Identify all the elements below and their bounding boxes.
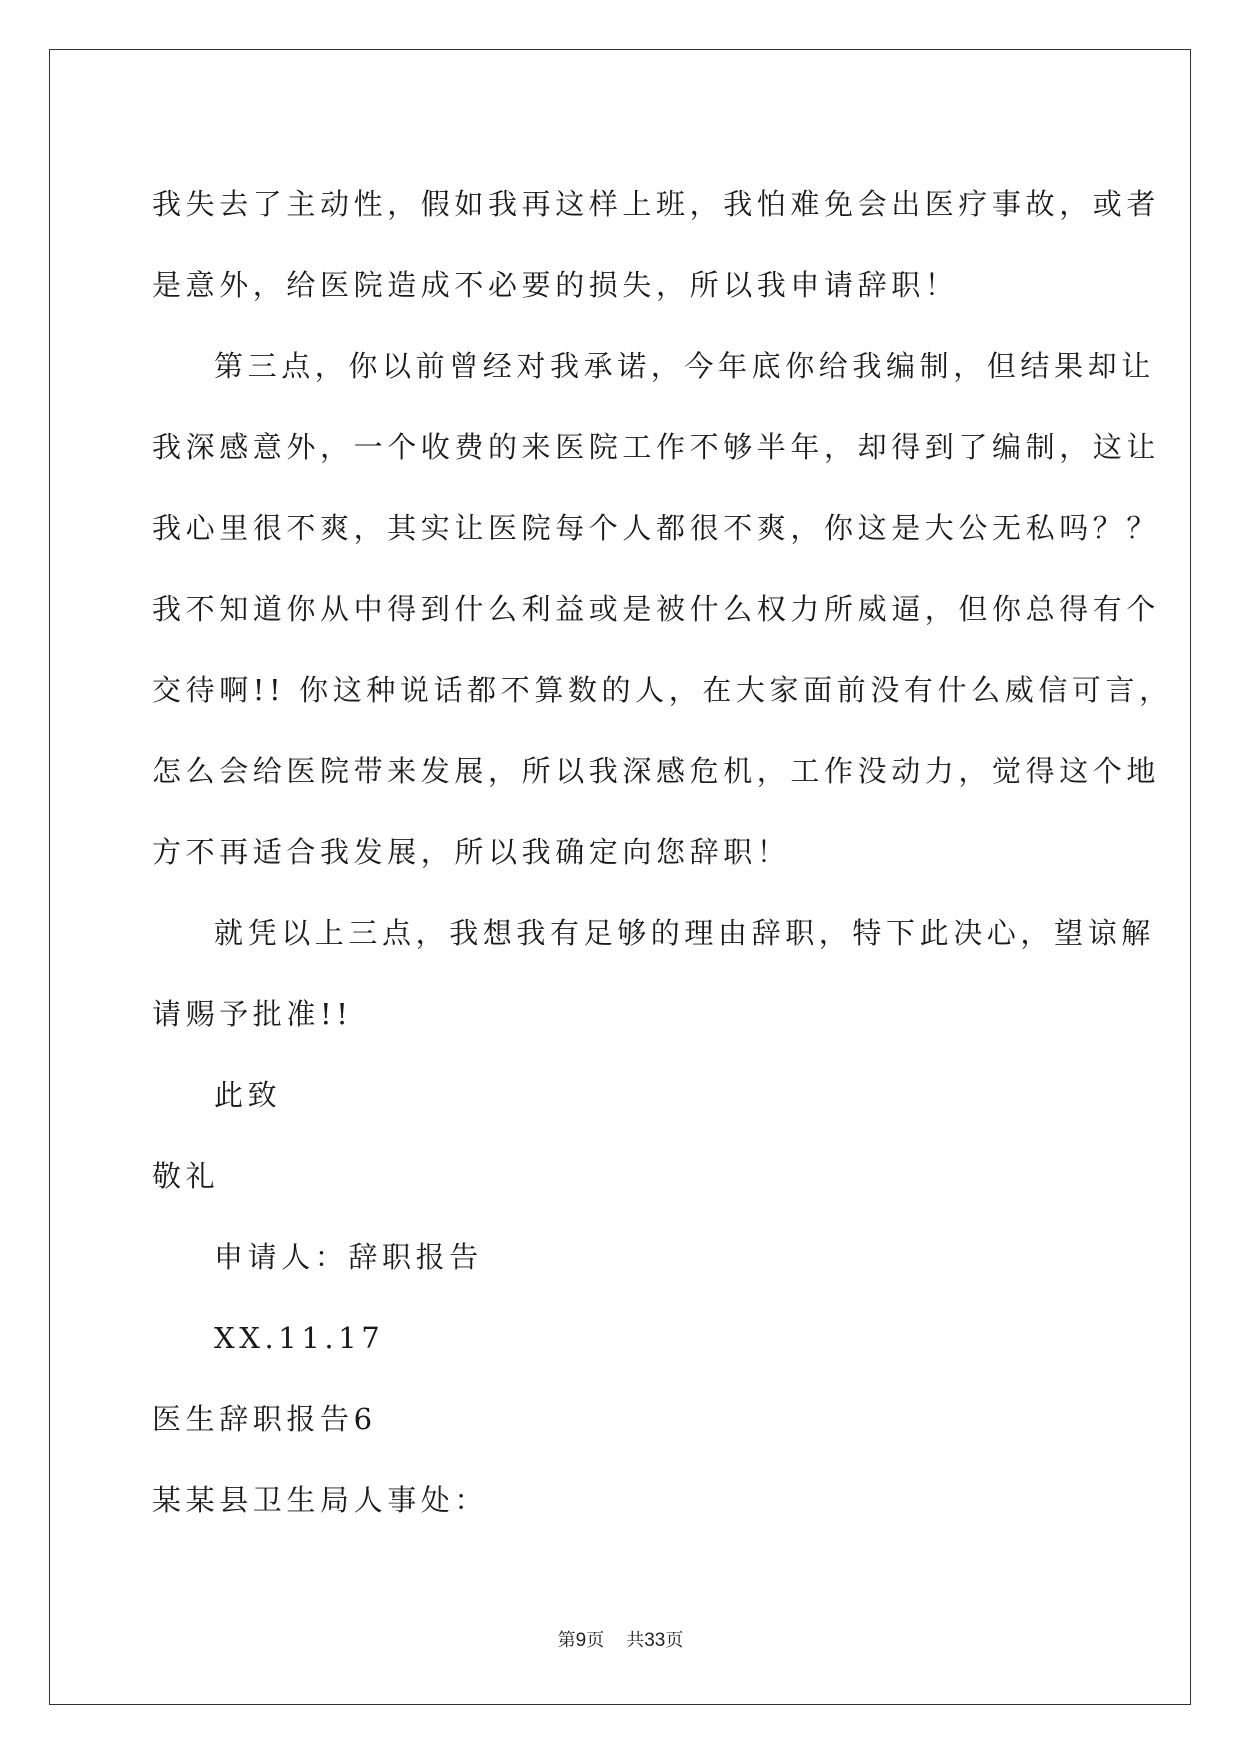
paragraph-line: 方不再适合我发展，所以我确定向您辞职！ [152,835,791,869]
closing-regards: 敬礼 [152,1159,220,1193]
paragraph-line: 请赐予批准!! [152,997,353,1031]
page-total: 33 [644,1630,666,1651]
paragraph-line: 第三点，你以前曾经对我承诺，今年底你给我编制，但结果却让 [214,349,1155,383]
signature-date: XX.11.17 [214,1321,385,1355]
document-body [152,164,1173,1541]
paragraph-line: 怎么会给医院带来发展，所以我深感危机，工作没动力，觉得这个地 [152,754,1161,788]
paragraph-line: 就凭以上三点，我想我有足够的理由辞职，特下此决心，望谅解 [214,916,1155,950]
paragraph-line: 我深感意外，一个收费的来医院工作不够半年，却得到了编制，这让 [152,430,1161,464]
paragraph-line: 交待啊!! 你这种说话都不算数的人，在大家面前没有什么威信可言， [152,673,1173,707]
total-prefix: 共 [626,1630,645,1651]
paragraph-line: 我心里很不爽，其实让医院每个人都很不爽，你这是大公无私吗？？ [152,511,1161,545]
page-suffix: 页 [586,1630,605,1651]
total-suffix: 页 [665,1630,684,1651]
section-heading: 医生辞职报告6 [152,1402,377,1436]
paragraph-line: 我失去了主动性，假如我再这样上班，我怕难免会出医疗事故，或者 [152,187,1161,221]
letter-addressee: 某某县卫生局人事处： [152,1483,489,1517]
page-current: 9 [575,1630,587,1651]
paragraph-line: 是意外，给医院造成不必要的损失，所以我申请辞职！ [152,268,959,302]
page-footer [0,1626,1241,1652]
closing-salutation: 此致 [214,1078,282,1112]
signature-applicant: 申请人：辞职报告 [214,1240,483,1274]
page-prefix: 第 [557,1630,576,1651]
paragraph-line: 我不知道你从中得到什么利益或是被什么权力所威逼，但你总得有个 [152,592,1161,626]
